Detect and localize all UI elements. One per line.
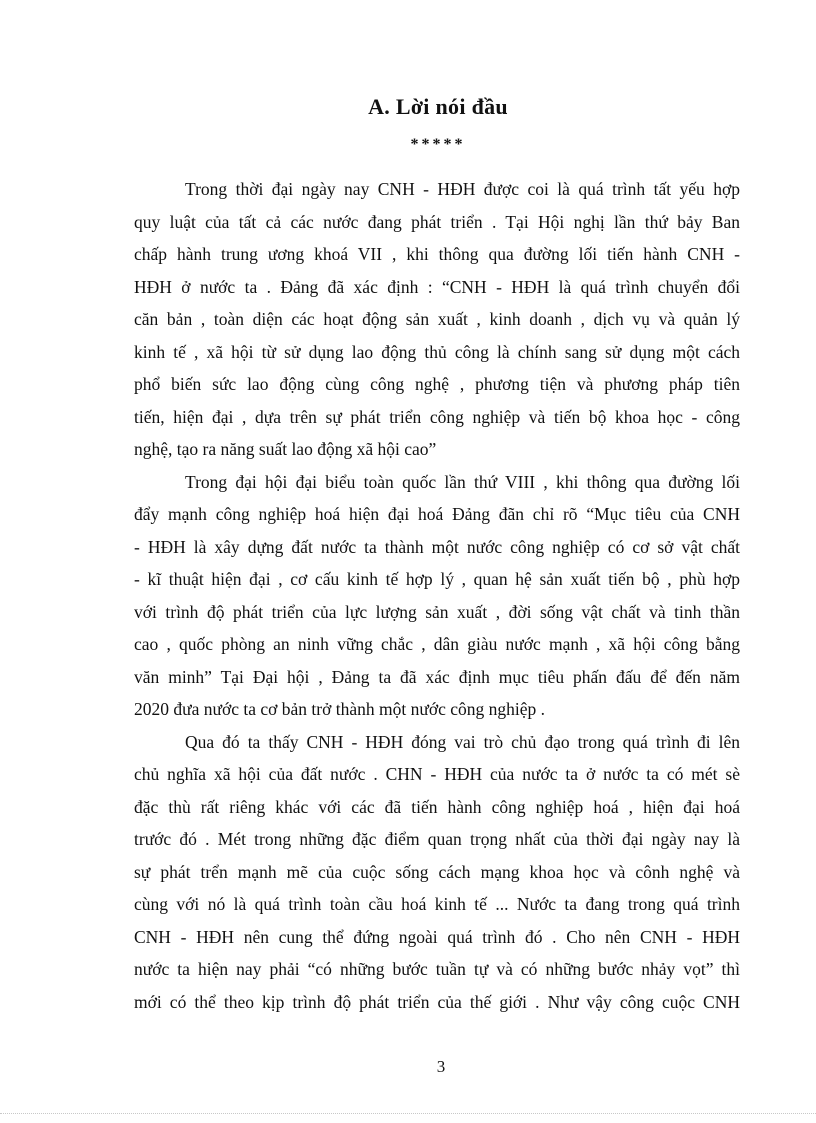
text-line: - HĐH là xây dựng đất nước ta thành một nước công nghiệp có cơ sở vật chất	[134, 536, 740, 557]
text-line: quy luật của tất cả các nước đang phát triển . Tại Hội nghị lần thứ bảy Ban	[134, 211, 740, 232]
title-separator: *****	[410, 136, 466, 153]
page-boundary	[0, 1113, 816, 1114]
text-line: Qua đó ta thấy CNH - HĐH đóng vai trò chủ đạo trong quá trình đi lên	[185, 731, 740, 752]
page-number: 3	[436, 1057, 446, 1076]
paragraph-2	[134, 466, 740, 726]
paragraph-1	[134, 173, 740, 466]
text-line: Trong đại hội đại biểu toàn quốc lần thứ VIII , khi thông qua đường lối	[185, 471, 740, 492]
text-line: - kĩ thuật hiện đại , cơ cấu kinh tế hợp lý , quan hệ sản xuất tiến bộ , phù hợp	[134, 569, 740, 589]
page-title: A. Lời nói đầu	[368, 94, 508, 119]
text-line: nghệ, tạo ra năng suất lao động xã hội cao”	[134, 439, 437, 459]
text-line: kinh tế , xã hội từ sử dụng lao động thủ công là chính sang sử dụng một cách	[134, 341, 740, 362]
text-line: sự phát trển mạnh mẽ của cuộc sống cách mạng khoa học và cônh nghệ và	[134, 861, 740, 882]
text-line: cao , quốc phòng an ninh vững chắc , dân giàu nước mạnh , xã hội công bằng	[134, 634, 740, 654]
text-line: với trình độ phát triển của lực lượng sản xuất , đời sống vật chất và tinh thần	[134, 601, 740, 622]
text-line: chấp hành trung ương khoá VII , khi thông qua đường lối tiến hành CNH -	[134, 244, 740, 264]
text-line: đặc thù rất riêng khác với các đã tiến hành công nghiệp hoá , hiện đại hoá	[134, 796, 740, 817]
document-body	[134, 173, 740, 1018]
text-line: cùng với nó là quá trình toàn cầu hoá kinh tế ... Nước ta đang trong quá trình	[134, 894, 740, 914]
text-line: CNH - HĐH nên cung thể đứng ngoài quá trình đó . Cho nên CNH - HĐH	[134, 926, 740, 947]
text-line: căn bản , toàn diện các hoạt động sản xuất , kinh doanh , dịch vụ và quản lý	[134, 309, 740, 329]
text-line: tiến, hiện đại , dựa trên sự phát triển công nghiệp và tiến bộ khoa học - công	[134, 406, 740, 427]
text-line: mới có thể theo kịp trình độ phát triển của thế giới . Như vậy công cuộc CNH	[134, 991, 740, 1012]
text-line: văn minh” Tại Đại hội , Đảng ta đã xác định mục tiêu phấn đấu để đến năm	[134, 666, 740, 687]
text-line: đẩy mạnh công nghiệp hoá hiện đại hoá Đảng đãn chỉ rõ “Mục tiêu của CNH	[134, 504, 740, 524]
text-line: nước ta hiện nay phải “có những bước tuần tự và có những bước nhảy vọt” thì	[134, 959, 740, 979]
text-line: trước đó . Mét trong những đặc điểm quan trọng nhất của thời đại ngày nay là	[134, 829, 740, 849]
text-line: 2020 đưa nước ta cơ bản trở thành một nước công nghiệp .	[134, 699, 546, 719]
paragraph-3	[134, 726, 740, 1019]
text-line: HĐH ở nước ta . Đảng đã xác định : “CNH - HĐH là quá trình chuyển đổi	[134, 276, 740, 297]
text-line: Trong thời đại ngày nay CNH - HĐH được coi là quá trình tất yếu hợp	[185, 179, 740, 199]
text-line: chủ nghĩa xã hội của đất nước . CHN - HĐH của nước ta ở nước ta có mét sè	[134, 764, 740, 784]
text-line: phổ biến sức lao động cùng công nghệ , phương tiện và phương pháp tiên	[134, 374, 740, 394]
